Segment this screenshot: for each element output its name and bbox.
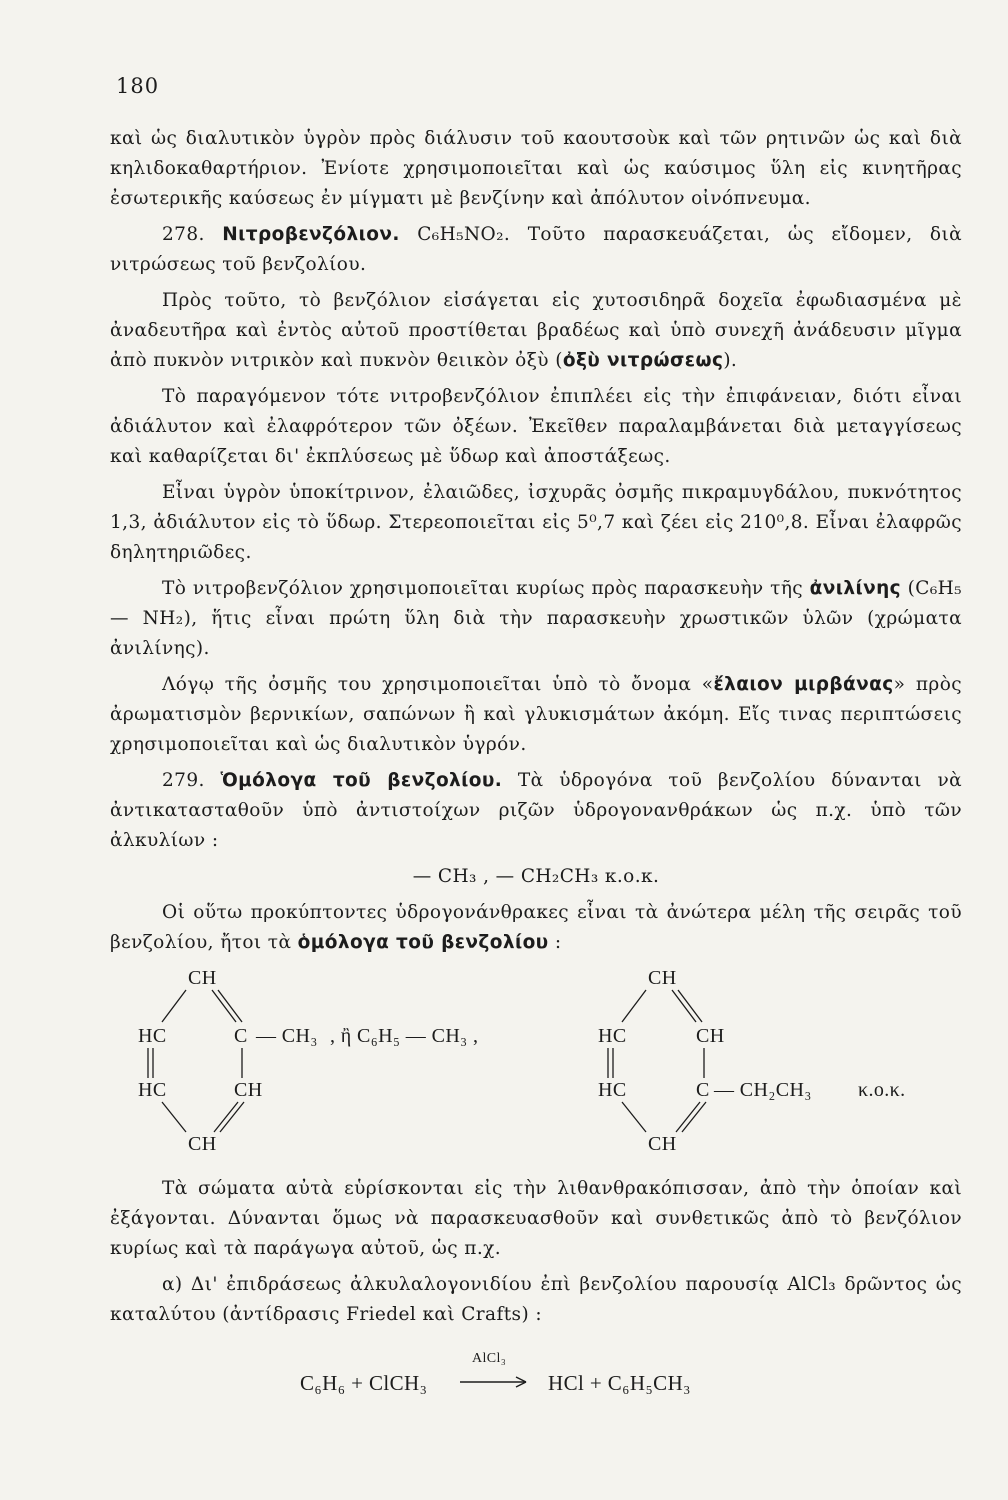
structural-formulas (110, 964, 962, 1164)
catalyst-label: AlCl₃ (472, 1351, 507, 1366)
section-intro: Τὰ ὑδρογόνα τοῦ βενζολίου δύνανται νὰ ἀντικατασταθοῦν ὑπὸ ἀντιστοίχων ριζῶν ὑδρογονανθράκων ὡς π.χ. ὑπὸ τῶν ἀλκυλίων : (110, 770, 963, 851)
ring-atom-ch: CH (188, 1133, 217, 1155)
text-run: (C₆H₅ — NH₂), ἥτις εἶναι πρώτη ὕλη διὰ τὴν παρασκευὴν χρωστικῶν ὑλῶν (χρώματα ἀνιλίνης). (110, 578, 962, 659)
paragraph-preparation (110, 286, 962, 376)
paragraph-separation: Τὸ παραγόμενον τότε νιτροβενζόλιον ἐπιπλέει εἰς τὴν ἐπιφάνειαν, διότι εἶναι ἀδιάλυτον καὶ ἐλαφρότερον τῶν ὀξέων. Ἐκεῖθεν παραλαμβάνεται διὰ μεταγγίσεως καὶ καθαρίζεται δι' ἐκπλύσεως μὲ ὕδωρ καὶ ἀποστάξεως. (110, 386, 962, 467)
term-nitrating-acid: ὀξὺ νιτρώσεως (562, 350, 724, 371)
benzene-homologue-structures (110, 964, 962, 1164)
nitrobenzene-formula: C₆H₅NO₂. (417, 224, 511, 245)
ring-atom-c: C (696, 1079, 710, 1101)
section-title: Νιτροβενζόλιον. (222, 224, 400, 245)
term-aniline: ἀνιλίνης (809, 578, 902, 599)
reaction-arrow (460, 1377, 526, 1387)
section-278-heading (110, 220, 962, 280)
ring-atom-hc: HC (138, 1079, 167, 1101)
etc-label: κ.ο.κ. (858, 1079, 906, 1101)
ethylbenzene-ring-bonds (608, 990, 706, 1132)
methyl-substituent: — CH₃ (256, 1025, 318, 1047)
ring-atom-ch: CH (648, 1133, 677, 1155)
term-mirbane-oil: ἔλαιον μιρβάνας (713, 674, 894, 695)
ring-atom-c: C (234, 1025, 248, 1047)
term-homologues: ὁμόλογα τοῦ βενζολίου (297, 932, 549, 953)
text-run: Τὸ νιτροβενζόλιον χρησιμοποιεῖται κυρίως πρὸς παρασκευὴν τῆς (162, 578, 810, 599)
ring-atom-hc: HC (598, 1025, 627, 1047)
section-number: 278. (162, 224, 205, 245)
paragraph-homologues (110, 898, 962, 958)
text-run: ). (723, 350, 738, 371)
ethyl-substituent: — CH₂CH₃ (714, 1079, 812, 1101)
friedel-crafts-reaction (110, 1338, 962, 1402)
toluene-condensed-formula: , ἢ C₆H₅ — CH₃ , (330, 1025, 479, 1047)
section-279-heading (110, 766, 962, 856)
ring-atom-ch: CH (188, 967, 217, 989)
text-run: Οἱ οὕτω προκύπτοντες ὑδρογονάνθρακες εἶναι τὰ ἀνώτερα μέλη τῆς σειρᾶς τοῦ βενζολίου, ἤτοι τὰ (110, 902, 962, 953)
section-title: Ὁμόλογα τοῦ βενζολίου. (220, 770, 503, 791)
reactants: C₆H₆ + ClCH₃ (300, 1371, 428, 1395)
ring-atom-ch: CH (696, 1025, 725, 1047)
text-run: Πρὸς τοῦτο, τὸ βενζόλιον εἰσάγεται εἰς χυτοσιδηρᾶ δοχεῖα ἐφωδιασμένα μὲ ἀναδευτῆρα καὶ ἐντὸς αὐτοῦ προστίθεται βραδέως καὶ ὑπὸ συνεχῆ ἀνάδευσιν μῖγμα ἀπὸ πυκνὸν νιτρικὸν καὶ πυκνὸν θειικὸν ὀξὺ ( (110, 290, 962, 371)
section-intro: Τοῦτο παρασκευάζεται, ὡς εἴδομεν, διὰ νιτρώσεως τοῦ βενζολίου. (110, 224, 963, 275)
text-run: Λόγῳ τῆς ὀσμῆς του χρησιμοποιεῖται ὑπὸ τὸ ὄνομα « (162, 674, 714, 695)
text-run: » πρὸς ἀρωματισμὸν βερνικίων, σαπώνων ἢ καὶ γλυκισμάτων ἀκόμη. Εἴς τινας περιπτώσεις χρησιμοποιεῖται καὶ ὡς διαλυτικὸν ὑγρόν. (110, 674, 962, 755)
reaction-equation (110, 1338, 962, 1402)
paragraph-solvent-uses: καὶ ὡς διαλυτικὸν ὑγρὸν πρὸς διάλυσιν τοῦ καουτσοὺκ καὶ τῶν ρητινῶν ὡς καὶ διὰ κηλιδοκαθαρτήριον. Ἐνίοτε χρησιμοποιεῖται καὶ ὡς καύσιμος ὕλη εἰς κινητῆρας ἐσωτερικῆς καύσεως ἐν μίγματι μὲ βενζίνην καὶ ἀπόλυτον οἰνόπνευμα. (110, 128, 962, 209)
alkyl-formula: — CH₃ , — CH₂CH₃ κ.ο.κ. (412, 866, 660, 887)
paragraph-properties: Εἶναι ὑγρὸν ὑποκίτρινον, ἐλαιῶδες, ἰσχυρᾶς ὀσμῆς πικραμυγδάλου, πυκνότητος 1,3, ἀδιάλυτον εἰς τὸ ὕδωρ. Στερεοποιεῖται εἰς 5⁰,7 καὶ ζέει εἰς 210⁰,8. Εἶναι ἐλαφρῶς δηλητηριῶδες. (110, 482, 962, 563)
text-run: : (548, 932, 562, 953)
ring-atom-hc: HC (138, 1025, 167, 1047)
products: HCl + C₆H₅CH₃ (548, 1371, 691, 1395)
paragraph-friedel-crafts: α) Δι' ἐπιδράσεως ἀλκυλαλογονιδίου ἐπὶ βενζολίου παρουσίᾳ AlCl₃ δρῶντος ὡς καταλύτου (ἀντίδρασις Friedel καὶ Crafts) : (110, 1274, 962, 1325)
paragraph-aniline-use (110, 574, 962, 664)
page-body (110, 124, 962, 1402)
toluene-ring-bonds (148, 990, 244, 1132)
ring-atom-hc: HC (598, 1079, 627, 1101)
paragraph-occurrence: Τὰ σώματα αὐτὰ εὑρίσκονται εἰς τὴν λιθανθρακόπισσαν, ἀπὸ τὴν ὁποίαν καὶ ἐξάγονται. Δύνανται ὅμως νὰ παρασκευασθοῦν καὶ συνθετικῶς ἀπὸ τὸ βενζόλιον κυρίως καὶ τὰ παράγωγα αὐτοῦ, ὡς π.χ. (110, 1178, 962, 1259)
paragraph-mirbane-oil (110, 670, 962, 760)
ring-atom-ch: CH (648, 967, 677, 989)
page-number: 180 (116, 74, 160, 98)
section-number: 279. (162, 770, 205, 791)
ring-atom-ch: CH (234, 1079, 263, 1101)
